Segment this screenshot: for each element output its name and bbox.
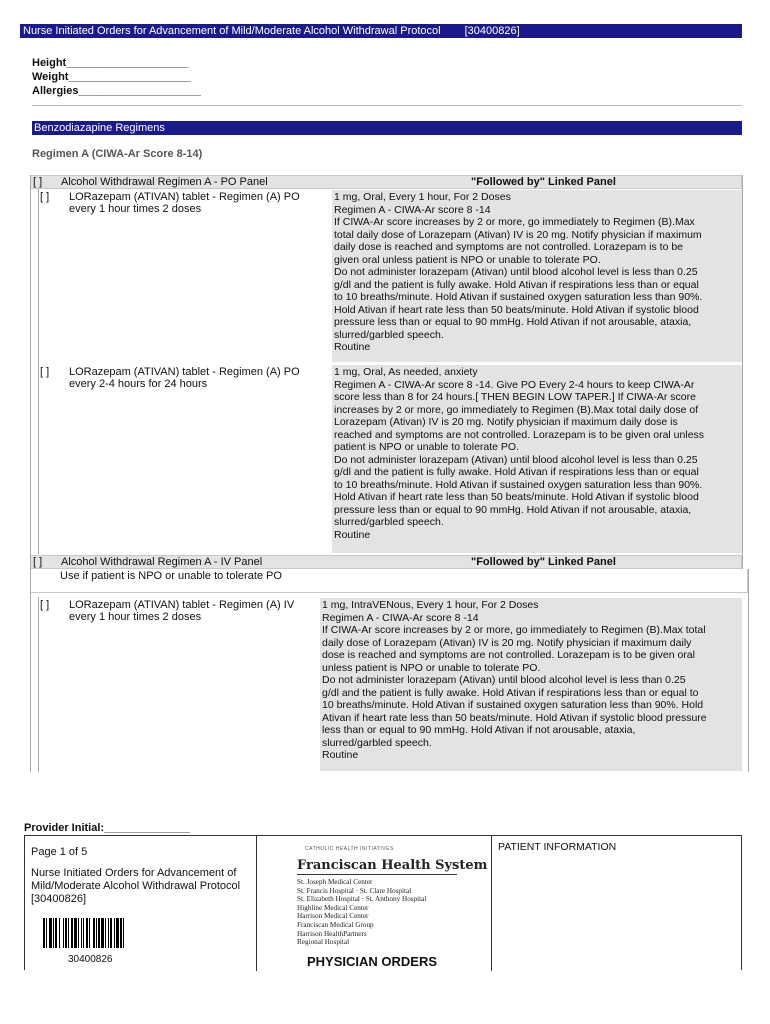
po-order-1-details	[332, 190, 742, 362]
detail-line: unless patient is NPO or unable to tolerate PO.	[322, 661, 541, 674]
detail-line: pressure less than or equal to 90 mmHg. Hold Ativan if not arousable, ataxia,	[334, 316, 692, 328]
po-panel-followed-by: "Followed by" Linked Panel	[471, 176, 616, 188]
table-border-left	[30, 175, 31, 772]
detail-line: pressure less than or equal to 90 mmHg. Hold Ativan if not arousable, ataxia,	[334, 503, 692, 516]
physician-orders-label: PHYSICIAN ORDERS	[307, 954, 438, 969]
barcode-bar	[124, 918, 126, 948]
patient-information-block	[492, 836, 743, 971]
detail-line: to 10 breaths/minute. Hold Ativan if sustained oxygen saturation less than 90%.	[334, 291, 703, 303]
detail-line: score less than 8 for 24 hours.[ THEN BEGIN LOW TAPER.] If CIWA-Ar score	[334, 391, 696, 403]
facility-item: Franciscan Medical Group	[297, 920, 374, 929]
document-code: [30400826]	[464, 25, 520, 37]
barcode	[43, 918, 147, 948]
table-border-right	[748, 569, 749, 772]
po-panel-checkbox[interactable]: [ ]	[33, 176, 43, 188]
detail-line: patient is NPO or unable to tolerate PO.	[334, 441, 520, 453]
table-border-inner	[38, 597, 39, 772]
po-order-2-medication: LORazepam (ATIVAN) tablet - Regimen (A) PO every 2-4 hours for 24 hours	[69, 366, 300, 390]
facility-item: St. Francis Hospital · St. Clare Hospital	[297, 886, 412, 895]
footer-logo-block	[257, 836, 492, 971]
iv-order-1-medication: LORazepam (ATIVAN) tablet - Regimen (A) IV every 1 hour times 2 doses	[69, 599, 295, 623]
table-border-inner	[38, 189, 39, 554]
detail-line: reached and symptoms are not controlled. Lorazepam is to be given oral unless	[334, 428, 705, 441]
iv-order-1-details	[320, 598, 742, 771]
detail-line: Routine	[334, 528, 371, 541]
detail-line: Do not administer lorazepam (Ativan) until blood alcohol level is less than 0.25	[334, 453, 698, 466]
page-number: Page 1 of 5	[31, 846, 88, 858]
iv-panel-label: Alcohol Withdrawal Regimen A - IV Panel	[61, 556, 263, 568]
facility-item: Highline Medical Center	[297, 903, 369, 912]
patient-information-label: PATIENT INFORMATION	[498, 841, 617, 853]
po-order-1-medication: LORazepam (ATIVAN) tablet - Regimen (A) PO every 1 hour times 2 doses	[69, 191, 300, 215]
detail-line: Regimen A - CIWA-Ar score 8 -14	[322, 611, 479, 624]
detail-line: less than or equal to 90 mmHg. Hold Ativan if not arousable, ataxia,	[322, 724, 636, 736]
regimen-title: Regimen A (CIWA-Ar Score 8-14)	[32, 148, 203, 160]
weight-field[interactable]: Weight____________________	[32, 71, 191, 83]
document-title: Nurse Initiated Orders for Advancement of Mild/Moderate Alcohol Withdrawal Protocol	[23, 25, 441, 37]
detail-line: dose is reached and symptoms are not controlled. Lorazepam is to be given oral	[322, 649, 695, 661]
detail-line: increases by 2 or more, go immediately to Regimen (B).Max total daily dose of	[334, 403, 699, 416]
iv-panel-note-row	[30, 569, 748, 593]
po-order-2-details	[332, 365, 742, 553]
po-order-2	[38, 364, 742, 554]
detail-line: daily dose is reached and symptoms are not controlled. Lorazepam is to be	[334, 241, 684, 253]
detail-line: Ativan if heart rate less than 50 beats/minute. Hold Ativan if systolic blood pressure	[322, 711, 707, 724]
divider	[32, 105, 742, 106]
detail-line: g/dl and the patient is fully awake. Hold Ativan if respirations less than or equal	[334, 278, 699, 291]
iv-panel-checkbox[interactable]: [ ]	[33, 556, 43, 568]
facility-item: Regional Hospital	[297, 938, 350, 947]
detail-line: to 10 breaths/minute. Hold Ativan if sustained oxygen saturation less than 90%.	[334, 478, 703, 491]
detail-line: 1 mg, Oral, As needed, anxiety	[334, 366, 478, 378]
detail-line: Do not administer lorazepam (Ativan) until blood alcohol level is less than 0.25	[322, 674, 686, 686]
barcode-number: 30400826	[68, 954, 113, 965]
detail-line: g/dl and the patient is fully awake. Hold Ativan if respirations less than or equal to	[322, 686, 699, 699]
detail-line: slurred/garbled speech.	[334, 328, 444, 341]
detail-line: Regimen A - CIWA-Ar score 8 -14. Give PO Every 2-4 hours to keep CIWA-Ar	[334, 378, 695, 391]
detail-line: slurred/garbled speech.	[322, 736, 432, 749]
detail-line: Routine	[322, 749, 359, 761]
detail-line: If CIWA-Ar score increases by 2 or more, go immediately to Regimen (B).Max total	[322, 624, 706, 636]
facility-item: Harrison HealthPartners	[297, 929, 367, 938]
facility-list	[297, 878, 426, 947]
footer-form-info	[25, 836, 257, 971]
footer-box	[24, 835, 742, 970]
facility-item: St. Joseph Medical Center	[297, 878, 373, 886]
document-title-bar	[20, 24, 742, 38]
detail-line: Routine	[334, 341, 371, 353]
detail-line: given oral unless patient is NPO or unable to tolerate PO.	[334, 253, 601, 266]
table-border-right	[742, 175, 743, 569]
detail-line: g/dl and the patient is fully awake. Hold Ativan if respirations less than or equal	[334, 466, 699, 478]
iv-order-1	[38, 597, 742, 772]
detail-line: Hold Ativan if heart rate less than 50 beats/minute. Hold Ativan if systolic blood	[334, 491, 699, 503]
facility-item: Harrison Medical Center	[297, 912, 369, 921]
detail-line: Do not administer lorazepam (Ativan) until blood alcohol level is less than 0.25	[334, 266, 698, 278]
patient-fields	[32, 56, 201, 98]
height-field[interactable]: Height____________________	[32, 57, 189, 69]
po-order-1-checkbox[interactable]: [ ]	[40, 191, 50, 203]
logo-rule	[297, 874, 457, 875]
iv-panel-note: Use if patient is NPO or unable to tolerate PO	[60, 570, 282, 582]
detail-line: total daily dose of Lorazepam (Ativan) IV is 20 mg. Notify physician if maximum	[334, 228, 702, 241]
detail-line: If CIWA-Ar score increases by 2 or more, go immediately to Regimen (B).Max	[334, 216, 695, 228]
detail-line: Lorazepam (Ativan) IV is 20 mg. Notify physician if maximum daily dose is	[334, 416, 678, 428]
detail-line: Hold Ativan if heart rate less than 50 beats/minute. Hold Ativan if systolic blood	[334, 303, 699, 316]
po-panel-header	[30, 175, 742, 189]
po-order-2-checkbox[interactable]: [ ]	[40, 366, 50, 378]
footer-form-title: Nurse Initiated Orders for Advancement of Mild/Moderate Alcohol Withdrawal Protocol [30400826]	[31, 867, 241, 905]
logo-tagline: CATHOLIC HEALTH INITIATIVES	[305, 846, 394, 852]
logo-name: Franciscan Health System	[297, 858, 488, 873]
detail-line: daily dose of Lorazepam (Ativan) IV is 20 mg. Notify physician if maximum daily	[322, 636, 692, 649]
detail-line: 10 breaths/minute. Hold Ativan if sustained oxygen saturation less than 90%. Hold	[322, 699, 704, 711]
iv-panel-followed-by: "Followed by" Linked Panel	[471, 556, 616, 568]
po-order-1	[38, 189, 742, 363]
iv-order-1-checkbox[interactable]: [ ]	[40, 599, 50, 611]
section-title-bar: Benzodiazapine Regimens	[32, 121, 742, 135]
allergies-field[interactable]: Allergies____________________	[32, 85, 201, 97]
facility-item: St. Elizabeth Hospital · St. Anthony Hospital	[297, 895, 427, 904]
detail-line: 1 mg, Oral, Every 1 hour, For 2 Doses	[334, 191, 511, 203]
provider-initial[interactable]: Provider Initial:______________	[24, 822, 190, 834]
detail-line: 1 mg, IntraVENous, Every 1 hour, For 2 Doses	[322, 599, 539, 611]
detail-line: Regimen A - CIWA-Ar score 8 -14	[334, 203, 491, 216]
iv-panel-header	[30, 555, 742, 569]
detail-line: slurred/garbled speech.	[334, 516, 444, 528]
po-panel-label: Alcohol Withdrawal Regimen A - PO Panel	[61, 176, 268, 188]
